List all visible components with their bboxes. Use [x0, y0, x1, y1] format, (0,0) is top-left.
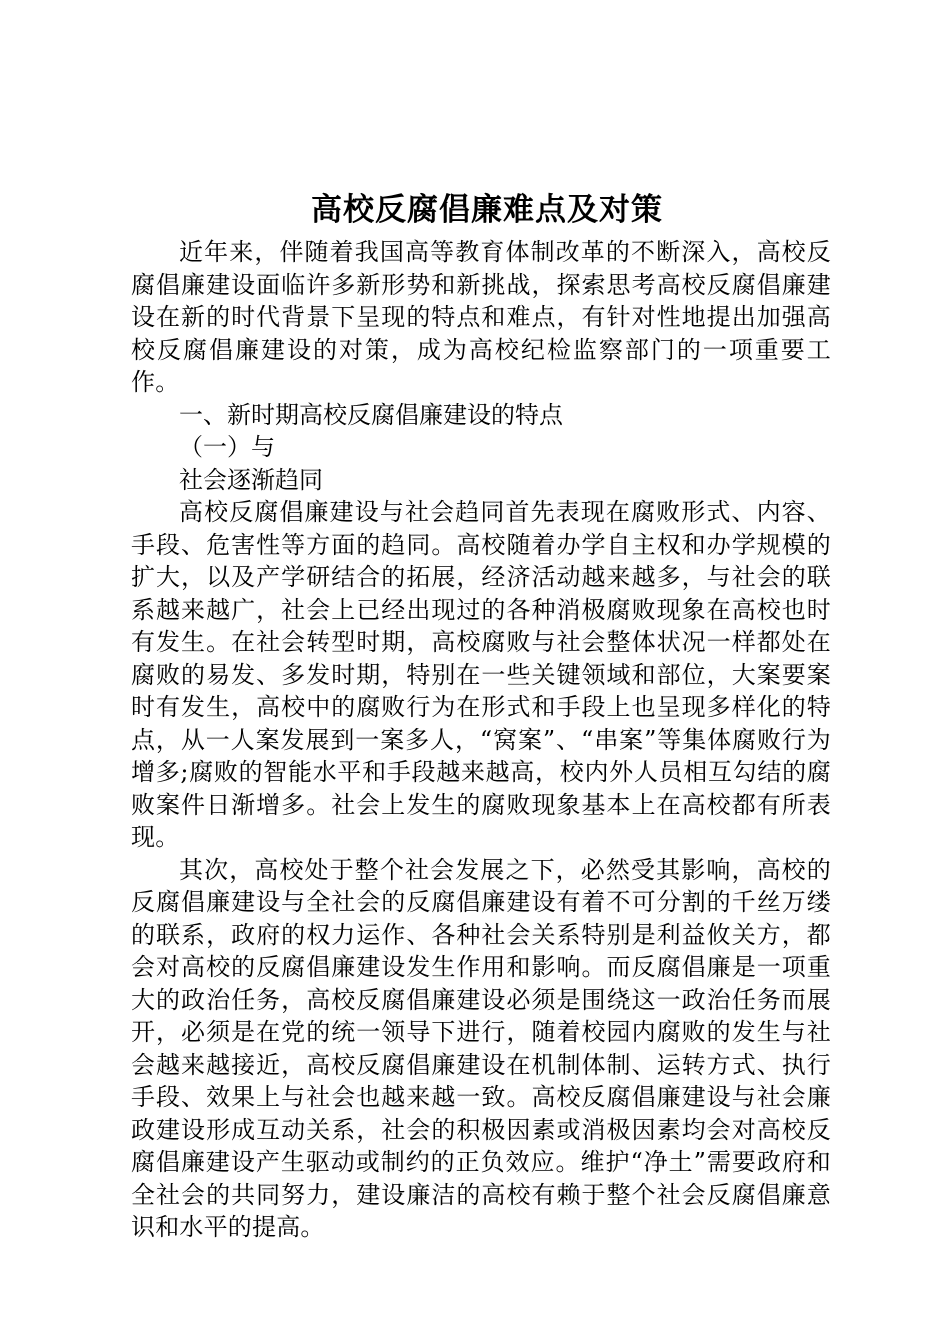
intro-paragraph: 近年来，伴随着我国高等教育体制改革的不断深入，高校反腐倡廉建设面临许多新形势和新挑战，探索思考高校反腐倡廉建设在新的时代背景下呈现的特点和难点，有针对性地提出加强高校反腐倡廉建设的对策，成为高校纪检监察部门的一项重要工作。 — [131, 238, 831, 396]
document-body — [131, 188, 831, 1244]
body-paragraph: 其次，高校处于整个社会发展之下，必然受其影响，高校的反腐倡廉建设与全社会的反腐倡廉建设有着不可分割的千丝万缕的联系，政府的权力运作、各种社会关系特别是利益攸关方，都会对高校的反腐倡廉建设发生作用和影响。而反腐倡廉是一项重大的政治任务，高校反腐倡廉建设必须是围绕这一政治任务而展开，必须是在党的统一领导下进行，随着校园内腐败的发生与社会越来越接近，高校反腐倡廉建设在机制体制、运转方式、执行手段、效果上与社会也越来越一致。高校反腐倡廉建设与社会廉政建设形成互动关系，社会的积极因素或消极因素均会对高校反腐倡廉建设产生驱动或制约的正负效应。维护“净土”需要政府和全社会的共同努力，建设廉洁的高校有赖于整个社会反腐倡廉意识和水平的提高。 — [131, 855, 831, 1241]
section-heading: 一、新时期高校反腐倡廉建设的特点 — [179, 400, 563, 429]
body-paragraph: 高校反腐倡廉建设与社会趋同首先表现在腐败形式、内容、手段、危害性等方面的趋同。高校随着办学自主权和办学规模的扩大，以及产学研结合的拓展，经济活动越来越多，与社会的联系越来越广，社会上已经出现过的各种消极腐败现象在高校也时有发生。在社会转型时期，高校腐败与社会整体状况一样都处在腐败的易发、多发时期，特别在一些关键领域和部位，大案要案时有发生，高校中的腐败行为在形式和手段上也呈现多样化的特点，从一人案发展到一案多人，“窝案”、“串案”等集体腐败行为增多;腐败的智能水平和手段越来越高，校内外人员相互勾结的腐败案件日渐增多。社会上发生的腐败现象基本上在高校都有所表现。 — [131, 498, 831, 851]
subsection-title: 社会逐渐趋同 — [179, 465, 323, 494]
document-title: 高校反腐倡廉难点及对策 — [311, 192, 663, 228]
subsection-label: （一）与 — [179, 433, 275, 461]
